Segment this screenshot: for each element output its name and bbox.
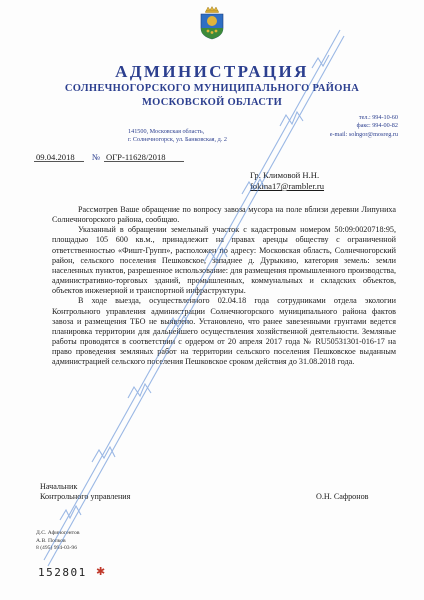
- org-name-line3: МОСКОВСКОЙ ОБЛАСТИ: [141, 97, 283, 108]
- body-paragraph: Указанный в обращении земельный участок с кадастровым номером 50:09:0020718:95, площадью 105 600 кв.м., принадлежит на правах аренды обществу с ограниченной ответственностью «Фишт-Групп», расположен по адресу: Московская область, Солнечногорский район, сельского поселения Пешковское, западнее д. Дурыкино, категория земель: земли населенных пунктов, разрешенное использование: для размещения промышленного производства, административно-торговых зданий, промышленных, коммунальных и складских объектов, объектов инженерной и транспортной инфраструктуры.: [52, 225, 396, 296]
- body-paragraph: В ходе выезда, осуществленного 02.04.18 года сотрудниками отдела экологии Контрольного управления администрации Солнечногорского муниципального района фактов завоза и размещения ТБО не выявлено. Установлено, что ранее завезенными грунтами ведется планировка территории для дальнейшего осуществления хозяйственной деятельности. Земляные работы проводятся в соответствии с ордером от 20 апреля 2017 года № RU50531301-016-17 на право проведения земляных работ на территории сельского поселения Пешковское выданным администрацией сельского поселения Пешковское сроком действия до 31.08.2018 года.: [52, 296, 396, 367]
- address-line2: г. Солнечногорск, ул. Банковская, д. 2: [128, 136, 227, 144]
- org-name-line1: АДМИНИСТРАЦИЯ: [115, 62, 309, 81]
- org-name-line2: СОЛНЕЧНОГОРСКОГО МУНИЦИПАЛЬНОГО РАЙОНА: [64, 83, 360, 94]
- registration-number-label: №: [92, 152, 101, 162]
- recipient-name: Гр. Климовой Н.Н.: [250, 170, 320, 180]
- executor-phone: 8 (495) 994-03-96: [36, 545, 78, 552]
- executor-line2: А.В. Попков: [36, 537, 66, 544]
- registration-number-underline: [104, 161, 184, 162]
- org-contacts: [330, 114, 398, 139]
- signer-title: [40, 482, 130, 502]
- letter-body: [52, 205, 396, 368]
- executors-block: [36, 530, 79, 553]
- org-address: [128, 128, 227, 145]
- registration-date: 09.04.2018: [36, 152, 75, 162]
- signer-title-line1: Начальник: [40, 482, 78, 491]
- body-paragraph: Рассмотрев Ваше обращение по вопросу завоза мусора на поле вблизи деревни Липуниха Солнечногорского района, сообщаю.: [52, 205, 396, 225]
- address-line1: 141500, Московская область,: [128, 128, 205, 135]
- org-email: e-mail: solngor@mosreg.ru: [329, 130, 398, 138]
- serial-number: 152801: [38, 566, 87, 579]
- recipient-block: [250, 170, 324, 192]
- executor-line1: Д.С. Афиногентов: [36, 530, 80, 536]
- serial-mark-icon: ✱: [96, 566, 106, 578]
- registration-date-underline: [34, 161, 84, 162]
- coat-of-arms-emblem: [198, 6, 226, 40]
- registration-number: ОГР-11628/2018: [106, 152, 166, 162]
- org-fax: факс: 994-00-82: [356, 122, 398, 130]
- org-phone: тел.: 994-10-60: [358, 114, 398, 121]
- signer-title-line2: Контрольного управления: [40, 492, 131, 502]
- recipient-email: fokina17@rambler.ru: [250, 181, 325, 191]
- signer-name: О.Н. Сафронов: [316, 492, 369, 501]
